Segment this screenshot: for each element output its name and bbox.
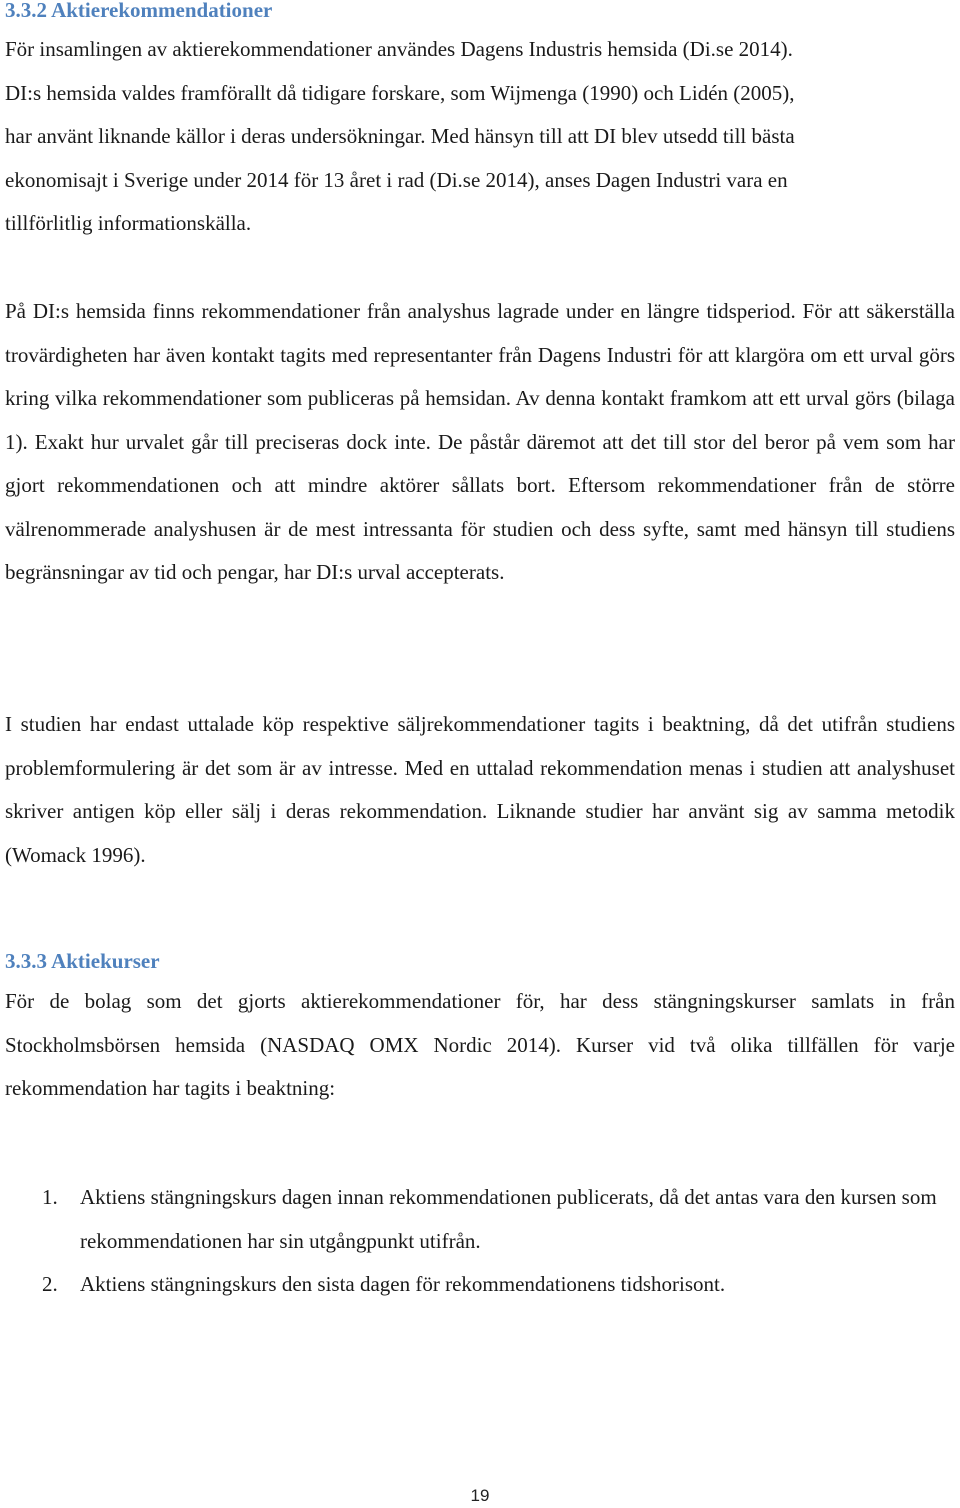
paragraph-line: ekonomisajt i Sverige under 2014 för 13 året i rad (Di.se 2014), anses Dagen Industri vara en [5, 167, 788, 192]
list-item [0, 1176, 956, 1263]
list-item-text: Aktiens stängningskurs dagen innan rekommendationen publicerats, då det antas vara den kursen som rekommendationen har sin utgångpunkt utifrån. [80, 1185, 937, 1253]
page-number: 19 [470, 1486, 490, 1505]
section-heading-aktierekommendationer: 3.3.2 Aktierekommendationer [5, 0, 273, 22]
paragraph-line: tillförlitlig informationskälla. [5, 211, 252, 235]
paragraph-line: DI:s hemsida valdes framförallt då tidigare forskare, som Wijmenga (1990) och Lidén (2005), [5, 80, 795, 105]
closing-price-list [0, 1176, 960, 1307]
paragraph-recommendation-definition: I studien har endast uttalade köp respektive säljrekommendationer tagits i beaktning, då det utifrån studiens problemformulering är det som är av intresse. Med en uttalad rekommendation menas i studien att analyshuset skriver antigen köp eller sälj i deras rekommendation. Liknande studier har använt sig av samma metodik (Womack 1996). [5, 712, 955, 867]
list-item-text: Aktiens stängningskurs den sista dagen för rekommendationens tidshorisont. [80, 1272, 726, 1296]
list-item-number: 1. [42, 1185, 58, 1209]
paragraph-stock-prices: För de bolag som det gjorts aktierekommendationer för, har dess stängningskurser samlats in från Stockholmsbörsen hemsida (NASDAQ OMX Nordic 2014). Kurser vid två olika tillfällen för varje rekommendation har tagits i beaktning: [5, 989, 955, 1100]
list-item [0, 1263, 956, 1307]
paragraph-line: För insamlingen av aktierekommendationer användes Dagens Industris hemsida (Di.se 2014). [5, 37, 793, 61]
section-heading-aktiekurser: 3.3.3 Aktiekurser [5, 949, 160, 973]
paragraph-line: har använt liknande källor i deras undersökningar. Med hänsyn till att DI blev utsedd till bästa [5, 124, 795, 148]
paragraph-data-collection [5, 28, 955, 246]
list-item-number: 2. [42, 1272, 58, 1296]
paragraph-di-selection: På DI:s hemsida finns rekommendationer från analyshus lagrade under en längre tidsperiod. För att säkerställa trovärdigheten har även kontakt tagits med representanter från Dagens Industri för att klargöra om ett urval görs kring vilka rekommendationer som publiceras på hemsidan. Av denna kontakt framkom att ett urval görs (bilaga 1). Exakt hur urvalet går till preciseras dock inte. De påstår däremot att det till stor del beror på vem som har gjort rekommendationen och att mindre aktörer sållats bort. Eftersom rekommendationer från de större välrenommerade analyshusen är de mest intressanta för studien och dess syfte, samt med hänsyn till studiens begränsningar av tid och pengar, har DI:s urval accepterats. [5, 299, 955, 584]
